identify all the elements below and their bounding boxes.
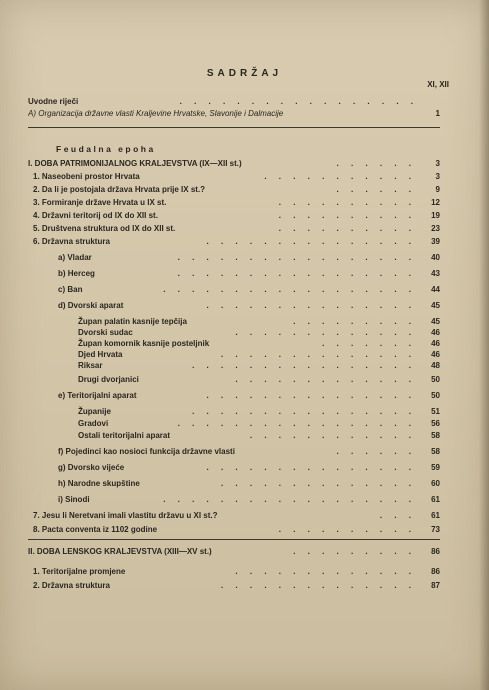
- toc-page: 60: [431, 479, 440, 488]
- toc-leader: . . . . . . . . . . . . . . . . .: [179, 97, 418, 106]
- toc-page: 46: [431, 339, 440, 348]
- toc-row: [78, 406, 440, 417]
- toc-leader: . . . . . . . . . . . . . . . . . .: [163, 285, 416, 294]
- toc-label: Županije: [78, 407, 111, 416]
- toc-label: 1. Naseobeni prostor Hrvata: [33, 172, 140, 181]
- toc-label: 3. Formiranje države Hrvata u IX st.: [33, 198, 167, 207]
- toc-label: A) Organizacija državne vlasti Kraljevine Hrvatske, Slavonije i Dalmacije: [28, 109, 284, 118]
- toc-label: f) Pojedinci kao nosioci funkcija državne vlasti: [58, 447, 235, 456]
- toc-row: [33, 236, 440, 247]
- toc-row: [78, 327, 440, 338]
- toc-page: 58: [431, 431, 440, 440]
- toc-page: 50: [431, 391, 440, 400]
- toc-page: 59: [431, 463, 440, 472]
- toc-row: [33, 210, 440, 221]
- toc-label: 7. Jesu li Neretvani imali vlastitu državu u XI st.?: [33, 511, 218, 520]
- toc-leader: . . . . . . . . . . . . . . . . .: [177, 269, 416, 278]
- toc-row: [33, 223, 440, 234]
- page-edge-shadow: [479, 0, 489, 690]
- toc-leader: . . . . . .: [336, 185, 416, 194]
- toc-leader: . . . . . . . . . . . . .: [235, 328, 416, 337]
- toc-row: [33, 197, 440, 208]
- toc-row: [58, 252, 440, 263]
- toc-label: 2. Državna struktura: [33, 581, 110, 590]
- toc-page: 61: [431, 495, 440, 504]
- toc-row: [58, 390, 440, 401]
- toc-row: [28, 546, 440, 557]
- toc-row: [33, 510, 440, 521]
- toc-leader: . . . . . . . . . . . . . .: [220, 479, 416, 488]
- toc-row: [58, 268, 440, 279]
- toc-intro-row: [28, 108, 440, 119]
- toc-row: [33, 184, 440, 195]
- toc-leader: . . .: [379, 511, 416, 520]
- toc-label: Riksar: [78, 361, 103, 370]
- toc-label: 6. Državna struktura: [33, 237, 110, 246]
- toc-label: Dvorski sudac: [78, 328, 133, 337]
- toc-label: g) Dvorsko vijeće: [58, 463, 125, 472]
- toc-page: 45: [431, 317, 440, 326]
- toc-page: 45: [431, 301, 440, 310]
- toc-page: 23: [431, 224, 440, 233]
- toc-label: Uvodne riječi: [28, 97, 79, 106]
- toc-row: [33, 171, 440, 182]
- toc-page: 3: [435, 159, 440, 168]
- toc-leader: . . . . . . . . . . . . . .: [220, 581, 416, 590]
- toc-leader: . . . . . . . . . . . . . . .: [206, 463, 416, 472]
- toc-leader: . . . . . . . . . .: [278, 211, 416, 220]
- toc-label: c) Ban: [58, 285, 83, 294]
- toc-label: d) Dvorski aparat: [58, 301, 124, 310]
- toc-page: 50: [431, 375, 440, 384]
- toc-leader: . . . . . . . . . . . . . . . . .: [177, 253, 416, 262]
- toc-leader: . . . . . . . . . . . . . . . .: [192, 361, 416, 370]
- toc-leader: . . . . . .: [336, 159, 416, 168]
- toc-leader: . . . . . . . . . . . . . . .: [206, 237, 416, 246]
- toc-label: 1. Teritorijalne promjene: [33, 567, 126, 576]
- toc-label: b) Herceg: [58, 269, 95, 278]
- toc-leader: . . . . . . . . . . . . .: [235, 567, 416, 576]
- toc-row: [58, 446, 440, 457]
- toc-page: 73: [431, 525, 440, 534]
- page-title: SADRŽAJ: [206, 68, 283, 79]
- toc-row: [78, 418, 440, 429]
- toc-page: 46: [431, 328, 440, 337]
- toc-leader: . . . . . . . . . .: [278, 525, 416, 534]
- toc-row: [28, 158, 440, 169]
- toc-label: 4. Državni teritorij od IX do XII st.: [33, 211, 158, 220]
- toc-page: 48: [431, 361, 440, 370]
- toc-row: [78, 316, 440, 327]
- toc-label: I. DOBA PATRIMONIJALNOG KRALJEVSTVA (IX—XII st.): [28, 159, 242, 168]
- toc-label: e) Teritorijalni aparat: [58, 391, 137, 400]
- divider: [28, 127, 440, 128]
- toc-intro-row: [28, 96, 428, 107]
- toc-leader: . . . . . . . . . . . . . .: [220, 350, 416, 359]
- toc-label: II. DOBA LENSKOG KRALJEVSTVA (XIII—XV st.): [28, 547, 212, 556]
- toc-page: 43: [431, 269, 440, 278]
- toc-page: 46: [431, 350, 440, 359]
- toc-page: 1: [435, 109, 440, 118]
- toc-label: Župan palatin kasnije tepčija: [78, 317, 187, 326]
- toc-page: 51: [431, 407, 440, 416]
- toc-row: [33, 580, 440, 591]
- toc-leader: . . . . . . .: [322, 339, 416, 348]
- toc-leader: . . . . . . . . . . . . . . .: [206, 301, 416, 310]
- toc-page: 40: [431, 253, 440, 262]
- toc-leader: . . . . . . . . . . . . . . . . .: [177, 419, 416, 428]
- toc-leader: . . . . . . . . .: [293, 317, 416, 326]
- divider: [28, 539, 440, 540]
- toc-label: Drugi dvorjanici: [78, 375, 139, 384]
- toc-label: i) Sinodi: [58, 495, 90, 504]
- toc-leader: . . . . . .: [336, 447, 416, 456]
- toc-row: [58, 284, 440, 295]
- toc-page: 56: [431, 419, 440, 428]
- toc-page: 19: [431, 211, 440, 220]
- toc-label: 8. Pacta conventa iz 1102 godine: [33, 525, 158, 534]
- toc-label: Župan komornik kasnije posteljnik: [78, 339, 210, 348]
- toc-leader: . . . . . . . . . .: [278, 224, 416, 233]
- roman-page-numbers: XI, XII: [427, 80, 449, 89]
- toc-label: h) Narodne skupštine: [58, 479, 140, 488]
- toc-leader: . . . . . . . . . . . . . . . .: [192, 407, 416, 416]
- toc-row: [58, 300, 440, 311]
- toc-leader: . . . . . . . . . . . . .: [235, 375, 416, 384]
- toc-row: [78, 374, 440, 385]
- toc-page: 87: [431, 581, 440, 590]
- toc-page: 12: [431, 198, 440, 207]
- toc-page: 61: [431, 511, 440, 520]
- toc-row: [58, 462, 440, 473]
- toc-row: [78, 430, 440, 441]
- toc-page: 58: [431, 447, 440, 456]
- toc-page: 44: [431, 285, 440, 294]
- toc-row: [58, 478, 440, 489]
- toc-row: [78, 360, 440, 371]
- toc-page: 39: [431, 237, 440, 246]
- toc-page: 86: [431, 547, 440, 556]
- toc-row: [33, 524, 440, 535]
- toc-leader: . . . . . . . . .: [293, 547, 416, 556]
- toc-leader: . . . . . . . . . . .: [264, 172, 416, 181]
- toc-label: 5. Društvena struktura od IX do XII st.: [33, 224, 176, 233]
- toc-row: [33, 566, 440, 577]
- toc-row: [78, 349, 440, 360]
- toc-row: [78, 338, 440, 349]
- toc-label: Ostali teritorijalni aparat: [78, 431, 171, 440]
- toc-leader: . . . . . . . . . . . . . . .: [206, 391, 416, 400]
- toc-page: 9: [435, 185, 440, 194]
- toc-label: a) Vladar: [58, 253, 92, 262]
- toc-page: 86: [431, 567, 440, 576]
- toc-label: 2. Da li je postojala država Hrvata prije IX st.?: [33, 185, 206, 194]
- section-title: Feudalna epoha: [56, 144, 156, 154]
- toc-page: 3: [435, 172, 440, 181]
- toc-label: Gradovi: [78, 419, 109, 428]
- toc-row: [58, 494, 440, 505]
- toc-label: Djed Hrvata: [78, 350, 123, 359]
- toc-leader: . . . . . . . . . .: [278, 198, 416, 207]
- toc-leader: . . . . . . . . . . . .: [249, 431, 416, 440]
- toc-leader: . . . . . . . . . . . . . . . . . .: [163, 495, 416, 504]
